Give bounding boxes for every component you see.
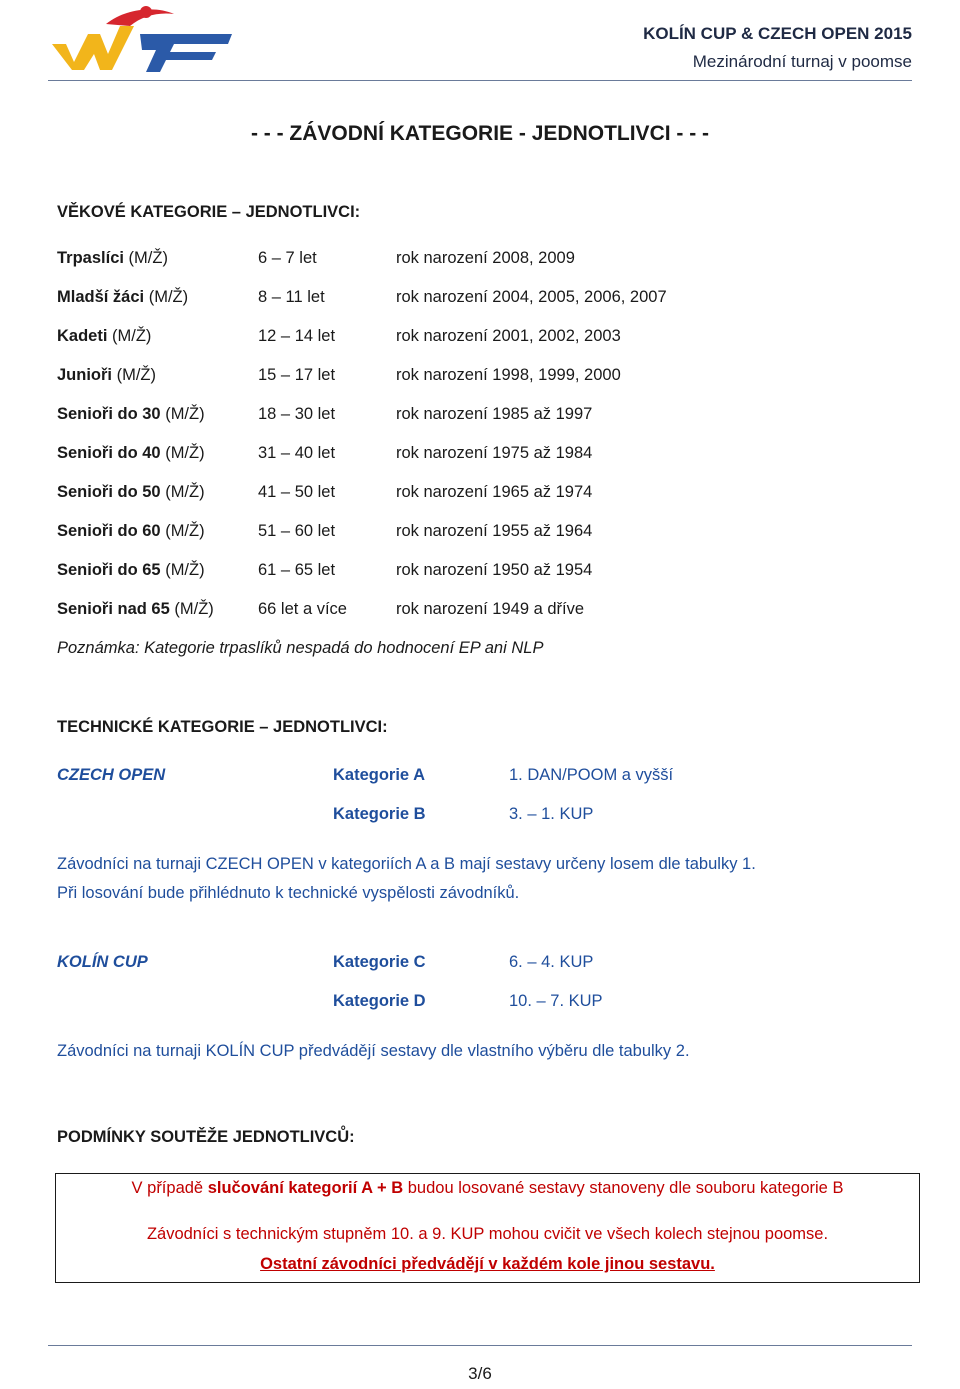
category-gender: (M/Ž)	[112, 366, 156, 384]
header-subtitle: Mezinárodní turnaj v poomse	[692, 52, 912, 71]
category-a-level: 1. DAN/POOM a vyšší	[509, 766, 674, 784]
page-number: 3/6	[468, 1364, 492, 1383]
category-name: Mladší žáci	[57, 288, 145, 306]
czech-open-rule-text: Závodníci na turnaji CZECH OPEN v kategoriích A a B mají sestavy určeny losem dle tabulky 1.	[57, 855, 756, 873]
logo-blue-shape	[140, 34, 232, 72]
category-name: Junioři	[57, 366, 113, 384]
category-gender: (M/Ž)	[160, 405, 205, 423]
category-a-label: Kategorie A	[333, 766, 425, 784]
category-name: Kadeti	[57, 327, 108, 345]
header-title: KOLÍN CUP & CZECH OPEN 2015	[643, 24, 912, 43]
birth-years: rok narození 1975 až 1984	[396, 444, 593, 462]
age-range: 12 – 14 let	[258, 327, 336, 345]
kolin-cup-rule-text: Závodníci na turnaji KOLÍN CUP předvádějí sestavy dle vlastního výběru dle tabulky 2.	[57, 1042, 690, 1060]
category-b-label: Kategorie B	[333, 805, 426, 823]
birth-years: rok narození 2004, 2005, 2006, 2007	[396, 288, 667, 306]
logo-yellow-shape	[52, 26, 134, 70]
age-range: 66 let a více	[258, 600, 347, 618]
category-c-level: 6. – 4. KUP	[509, 953, 594, 971]
category-gender: (M/Ž)	[123, 249, 168, 267]
birth-years: rok narození 2008, 2009	[396, 249, 575, 267]
age-row-name	[57, 249, 168, 268]
age-range: 61 – 65 let	[258, 561, 336, 579]
category-name: Trpaslíci	[57, 249, 124, 267]
age-row-name	[57, 366, 156, 385]
category-name: Senioři do 40	[57, 444, 161, 462]
merge-text-end: budou losované sestavy stanoveny dle souboru kategorie B	[403, 1179, 844, 1197]
category-name: Senioři do 30	[57, 405, 161, 423]
age-note: Poznámka: Kategorie trpaslíků nespadá do hodnocení EP ani NLP	[57, 639, 544, 657]
age-row-name	[57, 405, 205, 424]
birth-years: rok narození 1955 až 1964	[396, 522, 593, 540]
category-gender: (M/Ž)	[160, 561, 205, 579]
logo-red-swoosh	[106, 9, 174, 26]
conditions-heading: PODMÍNKY SOUTĚŽE JEDNOTLIVCŮ:	[57, 1128, 355, 1146]
category-name: Senioři do 65	[57, 561, 161, 579]
age-range: 15 – 17 let	[258, 366, 336, 384]
header-divider	[48, 80, 912, 81]
logo-red-dot	[140, 6, 152, 18]
technical-categories-heading: TECHNICKÉ KATEGORIE – JEDNOTLIVCI:	[57, 718, 388, 736]
category-gender: (M/Ž)	[160, 483, 205, 501]
age-categories-heading: VĚKOVÉ KATEGORIE – JEDNOTLIVCI:	[57, 203, 361, 221]
birth-years: rok narození 1985 až 1997	[396, 405, 593, 423]
birth-years: rok narození 2001, 2002, 2003	[396, 327, 621, 345]
age-range: 31 – 40 let	[258, 444, 336, 462]
wtf-logo	[46, 4, 236, 74]
age-row-name	[57, 288, 188, 307]
age-range: 8 – 11 let	[258, 288, 325, 306]
category-gender: (M/Ž)	[160, 522, 205, 540]
age-row-name	[57, 327, 151, 346]
category-gender: (M/Ž)	[107, 327, 152, 345]
conditions-line-1	[55, 1179, 920, 1198]
conditions-line-3: Ostatní závodníci předvádějí v každém kole jinou sestavu.	[260, 1255, 715, 1273]
age-row-name	[57, 444, 205, 463]
category-c-label: Kategorie C	[333, 953, 426, 971]
age-range: 51 – 60 let	[258, 522, 336, 540]
category-name: Senioři do 60	[57, 522, 161, 540]
birth-years: rok narození 1949 a dříve	[396, 600, 585, 618]
merge-text-start: V případě	[131, 1179, 208, 1197]
age-row-name	[57, 561, 205, 580]
page-title: - - - ZÁVODNÍ KATEGORIE - JEDNOTLIVCI - - -	[250, 122, 710, 145]
czech-open-label: CZECH OPEN	[57, 766, 166, 784]
age-row-name	[57, 600, 214, 619]
category-gender: (M/Ž)	[169, 600, 214, 618]
czech-open-draw-text: Při losování bude přihlédnuto k technické vyspělosti závodníků.	[57, 884, 520, 902]
age-range: 41 – 50 let	[258, 483, 336, 501]
age-row-name	[57, 483, 205, 502]
category-name: Senioři do 50	[57, 483, 161, 501]
age-range: 18 – 30 let	[258, 405, 336, 423]
category-d-label: Kategorie D	[333, 992, 426, 1010]
footer-divider	[48, 1345, 912, 1346]
merge-text-bold: slučování kategorií A + B	[207, 1179, 404, 1197]
category-gender: (M/Ž)	[144, 288, 189, 306]
birth-years: rok narození 1965 až 1974	[396, 483, 593, 501]
age-row-name	[57, 522, 205, 541]
category-name: Senioři nad 65	[57, 600, 170, 618]
kolin-cup-label: KOLÍN CUP	[57, 953, 148, 971]
category-gender: (M/Ž)	[160, 444, 205, 462]
conditions-line-2: Závodníci s technickým stupněm 10. a 9. KUP mohou cvičit ve všech kolech stejnou poomse.	[146, 1225, 829, 1243]
category-b-level: 3. – 1. KUP	[509, 805, 594, 823]
category-d-level: 10. – 7. KUP	[509, 992, 603, 1010]
birth-years: rok narození 1998, 1999, 2000	[396, 366, 621, 384]
age-range: 6 – 7 let	[258, 249, 317, 267]
birth-years: rok narození 1950 až 1954	[396, 561, 593, 579]
